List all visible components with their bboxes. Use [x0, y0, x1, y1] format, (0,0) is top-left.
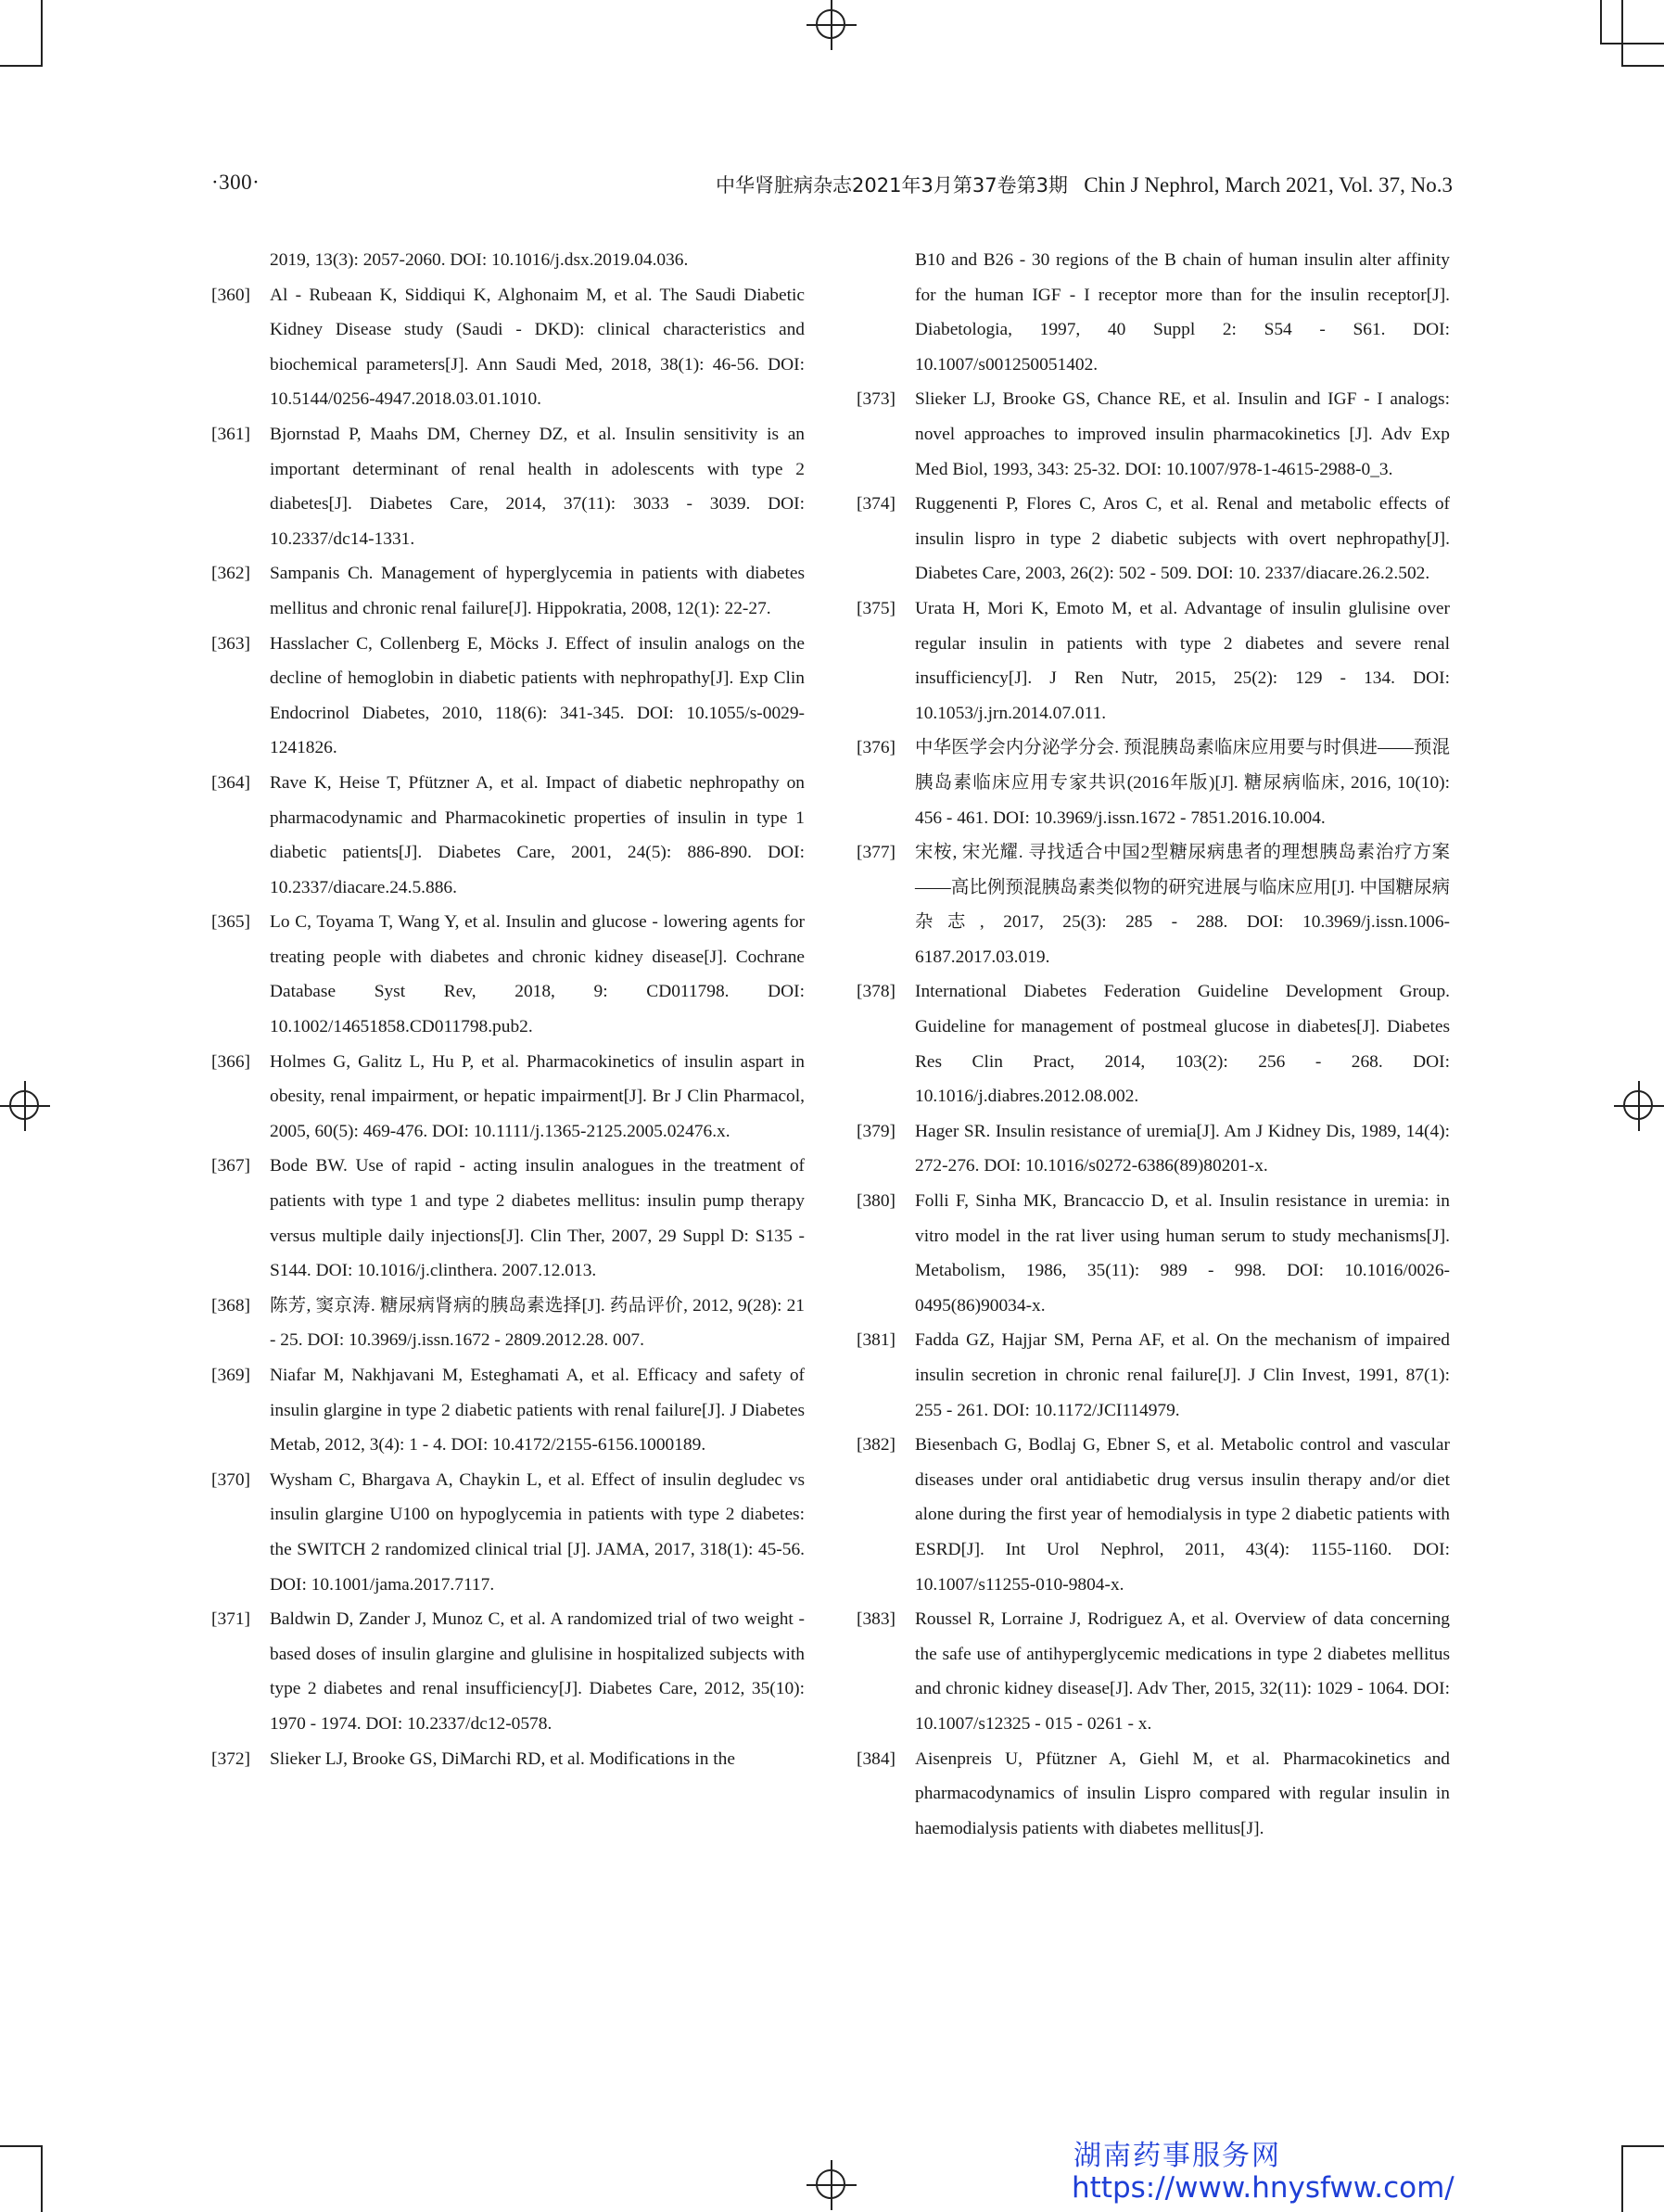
reference-number: [360]: [211, 285, 251, 305]
reference-number: [379]: [857, 1121, 896, 1141]
crop-mark: [41, 2145, 43, 2212]
reference-entry: [857, 1323, 1450, 1428]
site-watermark: [1072, 2132, 1454, 2205]
reference-number: [380]: [857, 1191, 896, 1212]
reference-number: [378]: [857, 982, 896, 1002]
reference-entry: [857, 591, 1450, 731]
reference-entry: [211, 1602, 805, 1741]
left-column: [211, 243, 805, 1776]
running-head: [716, 171, 1453, 198]
reference-text: Folli F, Sinha MK, Brancaccio D, et al. Insulin resistance in uremia: in vitro model in the rat liver using human serum to study mechanisms[J]. Metabolism, 1986, 35(11): 989 - 998. DOI: 10.1016/0026-0495(86)90034-x.: [915, 1191, 1450, 1316]
reference-entry: [211, 905, 805, 1044]
reference-entry: [857, 382, 1450, 487]
reference-text: 宋桉, 宋光耀. 寻找适合中国2型糖尿病患者的理想胰岛素治疗方案——高比例预混胰岛素类似物的研究进展与临床应用[J]. 中国糖尿病杂志, 2017, 25(3): 285 - 288. DOI: 10.3969/j.issn.1006-6187.2017.03.019.: [915, 843, 1450, 967]
crop-mark: [41, 0, 43, 67]
reference-entry: [857, 974, 1450, 1113]
reference-text: Niafar M, Nakhjavani M, Esteghamati A, et al. Efficacy and safety of insulin glargine in type 2 diabetic patients with renal failure[J]. J Diabetes Metab, 2012, 3(4): 1 - 4. DOI: 10.4172/2155-6156.1000189.: [270, 1366, 805, 1456]
watermark-url[interactable]: https://www.hnysfww.com/: [1072, 2171, 1454, 2205]
reference-text: Lo C, Toyama T, Wang Y, et al. Insulin and glucose - lowering agents for treating people with diabetes and chronic kidney disease[J]. Cochrane Database Syst Rev, 2018, 9: CD011798. DOI: 10.1002/14651858.CD011798.pub2.: [270, 912, 805, 1037]
reference-number: [375]: [857, 598, 896, 618]
reference-number: [363]: [211, 633, 251, 654]
reference-number: [383]: [857, 1609, 896, 1630]
reference-number: [362]: [211, 564, 251, 584]
reference-text: Biesenbach G, Bodlaj G, Ebner S, et al. Metabolic control and vascular diseases under oral antidiabetic drug versus insulin therapy and/or diet alone during the first year of hemodialysis in type 2 diabetic patients with ESRD[J]. Int Urol Nephrol, 2011, 43(4): 1155-1160. DOI: 10.1007/s11255-010-9804-x.: [915, 1435, 1450, 1595]
reference-number: [371]: [211, 1609, 251, 1630]
reference-text: International Diabetes Federation Guideline Development Group. Guideline for management of postmeal glucose in diabetes[J]. Diabetes Res Clin Pract, 2014, 103(2): 256 - 268. DOI: 10.1016/j.diabres.2012.08.002.: [915, 982, 1450, 1107]
registration-mark-right: [1614, 1081, 1664, 1131]
reference-text: 陈芳, 窦京涛. 糖尿病肾病的胰岛素选择[J]. 药品评价, 2012, 9(28): 21 - 25. DOI: 10.3969/j.issn.1672 - 2809.2012.28. 007.: [270, 1295, 805, 1351]
reference-entry: [857, 1114, 1450, 1184]
reference-text: Hasslacher C, Collenberg E, Möcks J. Effect of insulin analogs on the decline of hemoglobin in diabetic patients with nephropathy[J]. Exp Clin Endocrinol Diabetes, 2010, 118(6): 341-345. DOI: 10.1055/s-0029-1241826.: [270, 633, 805, 758]
reference-text: Al - Rubeaan K, Siddiqui K, Alghonaim M, et al. The Saudi Diabetic Kidney Disease study (Saudi - DKD): clinical characteristics and biochemical parameters[J]. Ann Saudi Med, 2018, 38(1): 46-56. DOI: 10.5144/0256-4947.2018.03.01.1010.: [270, 285, 805, 410]
reference-number: [367]: [211, 1156, 251, 1176]
reference-number: [369]: [211, 1366, 251, 1385]
reference-number: [370]: [211, 1469, 251, 1490]
reference-entry: [211, 1289, 805, 1358]
reference-number: [365]: [211, 912, 251, 933]
journal-title-en: Chin J Nephrol, March 2021, Vol. 37, No.3: [1084, 173, 1453, 197]
reference-text: Slieker LJ, Brooke GS, Chance RE, et al. Insulin and IGF - I analogs: novel approaches to improved insulin pharmacokinetics [J]. Adv Exp Med Biol, 1993, 343: 25-32. DOI: 10.1007/978-1-4615-2988-0_3.: [915, 389, 1450, 479]
crop-mark: [1621, 65, 1664, 67]
reference-number: [384]: [857, 1748, 896, 1769]
reference-continuation: B10 and B26 - 30 regions of the B chain of human insulin alter affinity for the human IGF - I receptor more than for the insulin receptor[J]. Diabetologia, 1997, 40 Suppl 2: S54 - S61. DOI: 10.1007/s001250051402.: [915, 250, 1450, 375]
reference-number: [364]: [211, 772, 251, 793]
page-number: ·300·: [211, 171, 260, 194]
reference-text: Ruggenenti P, Flores C, Aros C, et al. Renal and metabolic effects of insulin lispro in type 2 diabetic subjects with overt nephropathy[J]. Diabetes Care, 2003, 26(2): 502 - 509. DOI: 10. 2337/diacare.26.2.502.: [915, 494, 1450, 584]
reference-entry: [857, 1428, 1450, 1602]
journal-title-cn: 中华肾脏病杂志2021年3月第37卷第3期: [716, 174, 1068, 197]
reference-entry: [211, 417, 805, 556]
reference-text: Sampanis Ch. Management of hyperglycemia in patients with diabetes mellitus and chronic renal failure[J]. Hippokratia, 2008, 12(1): 22-27.: [270, 564, 805, 618]
crop-mark: [1600, 0, 1602, 44]
reference-number: [361]: [211, 424, 251, 444]
reference-entry: [211, 1463, 805, 1602]
reference-entry: [211, 1742, 805, 1777]
reference-entry: [211, 556, 805, 626]
reference-entry: [857, 835, 1450, 974]
reference-text: Roussel R, Lorraine J, Rodriguez A, et al. Overview of data concerning the safe use of antihyperglycemic medications in type 2 diabetes mellitus and chronic kidney disease[J]. Adv Ther, 2015, 32(11): 1029 - 1064. DOI: 10.1007/s12325 - 015 - 0261 - x.: [915, 1609, 1450, 1734]
reference-number: [373]: [857, 389, 896, 410]
reference-number: [376]: [857, 738, 896, 758]
crop-mark: [1621, 0, 1623, 67]
reference-number: [374]: [857, 494, 896, 515]
reference-entry: [211, 766, 805, 905]
crop-mark: [0, 65, 43, 67]
reference-text: Bjornstad P, Maahs DM, Cherney DZ, et al. Insulin sensitivity is an important determinant of renal health in adolescents with type 2 diabetes[J]. Diabetes Care, 2014, 37(11): 3033 - 3039. DOI: 10.2337/dc14-1331.: [270, 424, 805, 549]
reference-number: [382]: [857, 1435, 896, 1456]
crop-mark: [1600, 43, 1664, 44]
reference-text: Urata H, Mori K, Emoto M, et al. Advantage of insulin glulisine over regular insulin in patients with type 2 diabetes and severe renal insufficiency[J]. J Ren Nutr, 2015, 25(2): 129 - 134. DOI: 10.1053/j.jrn.2014.07.011.: [915, 598, 1450, 723]
watermark-site-name: 湖南药事服务网: [1073, 2140, 1281, 2172]
reference-entry: [211, 1045, 805, 1150]
crop-mark: [0, 2145, 43, 2147]
reference-entry: [211, 627, 805, 766]
reference-entry: [857, 731, 1450, 835]
reference-text: Slieker LJ, Brooke GS, DiMarchi RD, et al. Modifications in the: [270, 1748, 735, 1769]
registration-mark-left: [0, 1081, 50, 1131]
reference-text: Rave K, Heise T, Pfützner A, et al. Impact of diabetic nephropathy on pharmacodynamic and Pharmacokinetic properties of insulin in type 1 diabetic patients[J]. Diabetes Care, 2001, 24(5): 886-890. DOI: 10.2337/diacare.24.5.886.: [270, 772, 805, 897]
reference-text: Wysham C, Bhargava A, Chaykin L, et al. Effect of insulin degludec vs insulin glargine U100 on hypoglycemia in patients with type 2 diabetes: the SWITCH 2 randomized clinical trial [J]. JAMA, 2017, 318(1): 45-56. DOI: 10.1001/jama.2017.7117.: [270, 1469, 805, 1595]
reference-text: 中华医学会内分泌学分会. 预混胰岛素临床应用要与时俱进——预混胰岛素临床应用专家共识(2016年版)[J]. 糖尿病临床, 2016, 10(10): 456 - 461. DOI: 10.3969/j.issn.1672 - 7851.2016.10.004.: [915, 738, 1450, 828]
right-column: [857, 243, 1450, 1846]
reference-number: [372]: [211, 1748, 251, 1769]
registration-mark-bottom: [807, 2160, 857, 2210]
reference-number: [381]: [857, 1330, 896, 1351]
reference-text: Holmes G, Galitz L, Hu P, et al. Pharmacokinetics of insulin aspart in obesity, renal impairment, or hepatic impairment[J]. Br J Clin Pharmacol, 2005, 60(5): 469-476. DOI: 10.1111/j.1365-2125.2005.02476.x.: [270, 1051, 805, 1141]
crop-mark: [1621, 2145, 1623, 2212]
reference-entry: [211, 1358, 805, 1463]
reference-text: Fadda GZ, Hajjar SM, Perna AF, et al. On the mechanism of impaired insulin secretion in chronic renal failure[J]. J Clin Invest, 1991, 87(1): 255 - 261. DOI: 10.1172/JCI114979.: [915, 1330, 1450, 1420]
reference-text: Hager SR. Insulin resistance of uremia[J]. Am J Kidney Dis, 1989, 14(4): 272-276. DOI: 10.1016/s0272-6386(89)80201-x.: [915, 1121, 1450, 1176]
reference-number: [368]: [211, 1295, 251, 1316]
reference-entry: [857, 1742, 1450, 1847]
crop-mark: [1621, 2145, 1664, 2147]
reference-text: Aisenpreis U, Pfützner A, Giehl M, et al. Pharmacokinetics and pharmacodynamics of insulin Lispro compared with regular insulin in haemodialysis patients with diabetes mellitus[J].: [915, 1748, 1450, 1838]
reference-number: [377]: [857, 843, 896, 863]
reference-text: Bode BW. Use of rapid - acting insulin analogues in the treatment of patients with type 1 and type 2 diabetes mellitus: insulin pump therapy versus multiple daily injections[J]. Clin Ther, 2007, 29 Suppl D: S135 - S144. DOI: 10.1016/j.clinthera. 2007.12.013.: [270, 1156, 805, 1281]
reference-entry: [211, 278, 805, 417]
registration-mark-top: [807, 0, 857, 50]
reference-continuation: 2019, 13(3): 2057-2060. DOI: 10.1016/j.dsx.2019.04.036.: [270, 250, 689, 270]
reference-number: [366]: [211, 1051, 251, 1072]
reference-entry: [857, 1602, 1450, 1741]
reference-entry: [857, 1184, 1450, 1323]
reference-entry: [857, 487, 1450, 591]
reference-text: Baldwin D, Zander J, Munoz C, et al. A randomized trial of two weight - based doses of insulin glargine and glulisine in hospitalized subjects with type 2 diabetes and renal insufficiency[J]. Diabetes Care, 2012, 35(10): 1970 - 1974. DOI: 10.2337/dc12-0578.: [270, 1609, 805, 1734]
reference-entry: [211, 1149, 805, 1288]
